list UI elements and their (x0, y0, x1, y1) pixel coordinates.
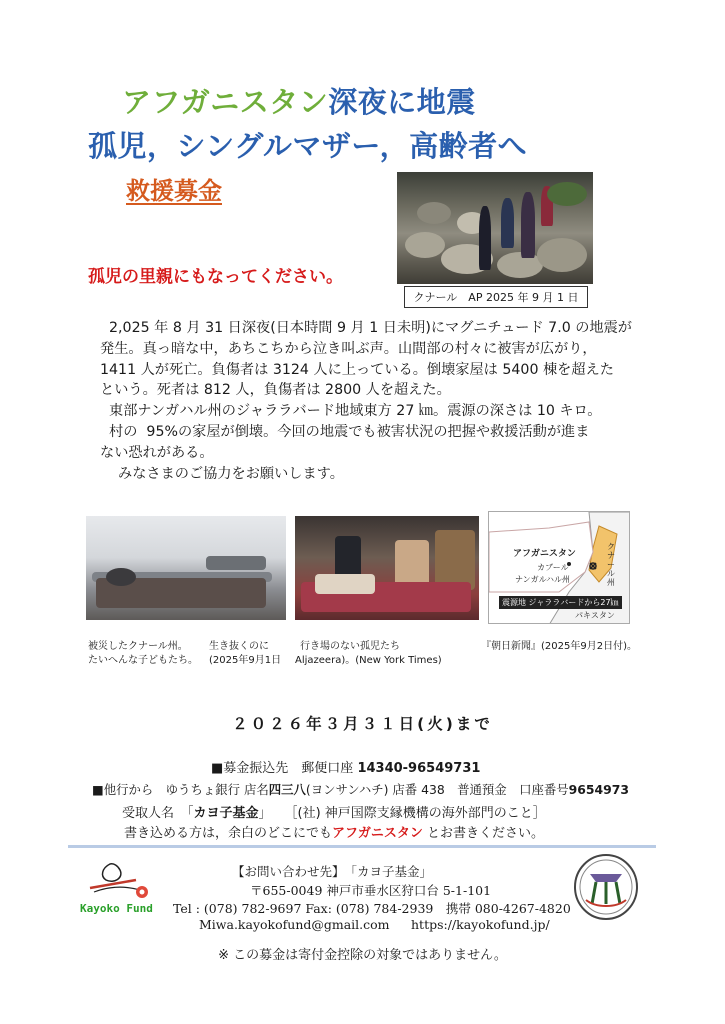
contact-phone: Tel : (078) 782-9697 Fax: (078) 784-2939 携帯 080-4267-4820 (173, 901, 571, 916)
caption-2a: 生き抜くのに (209, 641, 269, 652)
recipient-name: カヨ子基金 (193, 806, 259, 821)
caption-3a: 行き場のない孤児たち (300, 641, 400, 652)
top-photo-rubble (397, 172, 593, 284)
caption-4: 『朝日新聞』(2025年9月2日付)。 (481, 641, 637, 652)
body-line: 村の 95%の家屋が倒壊。今回の地震でも被害状況の把握や救援活動が進ま (100, 423, 590, 440)
map-afghanistan (488, 511, 630, 624)
body-line: という。死者は 812 人，負傷者は 2800 人を超えた。 (100, 382, 451, 399)
deadline: ２０２６年３月３１日(火)まで (232, 715, 493, 733)
branch-detail: (ヨンサンハチ) 店番 438 普通預金 口座番号 (305, 782, 569, 797)
body-line: みなさまのご協力をお願いします。 (100, 465, 344, 482)
map-epicenter-label: 震源地 ジャララバードから27㎞ (499, 596, 622, 609)
divider (68, 845, 656, 848)
top-photo-caption: クナール AP 2025 年 9 月 1 日 (404, 286, 588, 308)
body-line: 東部ナンガハル州のジャララバード地域東方 27 ㎞。震源の深さは 10 キロ。 (100, 403, 602, 420)
map-country: アフガニスタン (513, 549, 576, 559)
map-kunar: クナール州 (607, 542, 615, 587)
map-nangarhar: ナンガルハル州 (515, 575, 571, 584)
postal-label: ■募金振込先 郵便口座 (211, 761, 354, 776)
photo-orphans (295, 516, 479, 620)
caption-3b: Aljazeera)。(New York Times) (295, 655, 442, 666)
article-body (100, 318, 680, 484)
body-line: 2,025 年 8 月 31 日深夜(日本時間 9 月 1 日未明)にマグニチュード 7.0 の地震が (100, 320, 632, 336)
title-line-3: 救援募金 (126, 177, 222, 205)
note-start: 書き込める方は，余白のどこにでも (124, 826, 333, 841)
tax-notice: ※ この募金は寄付金控除の対象ではありません。 (218, 948, 507, 963)
postal-account (211, 757, 480, 776)
body-line: 1411 人が死亡。負傷者は 3124 人に上っている。倒壊家屋は 5400 棟を超えた (100, 361, 614, 378)
note-afghanistan: アフガニスタン (332, 826, 423, 841)
photo-hospital-children (86, 516, 286, 620)
write-in-note (124, 822, 544, 841)
caption-1a: 被災したクナール州。 (88, 641, 188, 652)
map-pakistan: パキスタン (575, 611, 615, 620)
bank-label: ■他行から ゆうちょ銀行 店名 (92, 782, 269, 797)
recipient-end: 」 ［(社) 神戸国際支縁機構の海外部門のこと］ (258, 806, 546, 821)
foster-appeal: 孤児の里親にもなってください。 (88, 267, 343, 287)
account-number: 9654973 (568, 782, 630, 797)
map-kabul: カブール (537, 563, 569, 572)
title-earthquake: 深夜に地震 (328, 85, 476, 119)
recipient (122, 802, 546, 821)
caption-1b: たいへんな子どもたち。 (88, 655, 198, 666)
body-line: 発生。真っ暗な中，あちこちから泣き叫ぶ声。山間部の村々に被害が広がり， (100, 340, 597, 357)
body-line: ない恐れがある。 (100, 444, 214, 461)
contact-heading: 【お問い合わせ先】 「カヨ子基金」 (232, 864, 433, 879)
recipient-label: 受取人名 「 (122, 806, 194, 821)
branch-name: 四三八 (268, 782, 306, 797)
contact-email[interactable]: Miwa.kayokofund@gmail.com (199, 917, 390, 932)
title-line-2: 孤児，シングルマザー，高齢者へ (88, 129, 528, 163)
organization-seal-icon (572, 852, 640, 922)
title-afghanistan: アフガニスタン (122, 85, 329, 119)
contact-website[interactable]: https://kayokofund.jp/ (411, 917, 550, 932)
bank-transfer (92, 780, 629, 798)
caption-2b: (2025年9月1日 (209, 655, 282, 666)
contact-address: 〒655-0049 神戸市垂水区狩口台 5-1-101 (250, 883, 492, 898)
postal-number: 14340-96549731 (357, 761, 481, 776)
kayoko-fund-logo-text: Kayoko Fund (80, 902, 153, 915)
note-end: とお書きください。 (422, 826, 545, 841)
title-line-1 (122, 80, 476, 121)
